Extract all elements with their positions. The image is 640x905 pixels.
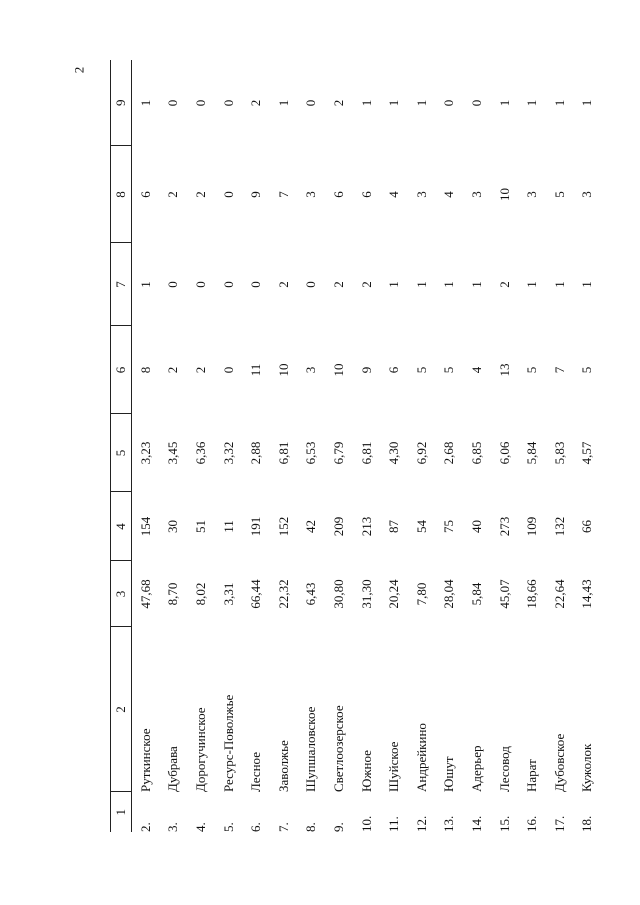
data-table (110, 60, 601, 832)
table-row (187, 60, 215, 832)
row-number-cell: 10. (358, 815, 374, 832)
value-cell: 5 (551, 191, 567, 198)
table-row (518, 60, 546, 832)
value-cell: 5,83 (551, 441, 567, 465)
value-cell: 2 (248, 99, 264, 107)
value-cell: 4 (386, 191, 402, 198)
value-cell: 209 (330, 516, 346, 537)
value-cell: 31,30 (358, 579, 374, 609)
name-cell: Руткинское (137, 728, 153, 792)
value-cell: 3,32 (220, 441, 236, 465)
row-number-cell: 9. (330, 822, 346, 832)
value-cell: 8,02 (192, 582, 208, 606)
value-cell: 154 (137, 516, 153, 537)
name-cell: Юшут (441, 756, 457, 792)
value-cell: 87 (386, 520, 402, 533)
value-cell: 1 (524, 99, 540, 107)
row-number-cell: 11. (386, 816, 402, 832)
value-cell: 1 (275, 99, 291, 107)
name-cell: Дубрава (165, 746, 181, 792)
value-cell: 0 (165, 99, 181, 107)
table-row (380, 60, 408, 832)
name-cell: Нарат (524, 759, 540, 792)
value-cell: 6 (358, 191, 374, 198)
value-cell: 273 (496, 516, 512, 537)
name-cell: Южное (358, 750, 374, 792)
table-row (546, 60, 574, 832)
value-cell: 22,64 (551, 579, 567, 609)
value-cell: 13 (496, 363, 512, 377)
value-cell: 5,84 (468, 582, 484, 606)
value-cell: 3 (468, 191, 484, 198)
value-cell: 9 (358, 366, 374, 374)
table-row (325, 60, 353, 832)
name-cell: Андрейкино (413, 723, 429, 792)
row-number-cell: 15. (496, 815, 512, 832)
header-row (111, 60, 132, 832)
value-cell: 2 (496, 281, 512, 288)
table-row (574, 60, 602, 832)
value-cell: 1 (441, 281, 457, 288)
value-cell: 3 (303, 366, 319, 374)
column-header: 2 (111, 627, 132, 792)
value-cell: 22,32 (275, 579, 291, 609)
value-cell: 132 (551, 516, 567, 537)
table-row (463, 60, 491, 832)
value-cell: 2 (275, 281, 291, 288)
name-cell: Шупшаловское (303, 706, 319, 792)
value-cell: 3,23 (137, 441, 153, 465)
table-row (491, 60, 519, 832)
value-cell: 47,68 (137, 579, 153, 609)
value-cell: 7,80 (413, 582, 429, 606)
row-number-cell: 12. (413, 815, 429, 832)
value-cell: 152 (275, 516, 291, 537)
value-cell: 51 (192, 520, 208, 533)
name-cell: Дубовское (551, 733, 567, 792)
value-cell: 7 (551, 366, 567, 374)
row-number-cell: 17. (551, 815, 567, 832)
value-cell: 0 (165, 281, 181, 288)
table-body (132, 60, 602, 832)
value-cell: 2 (192, 366, 208, 374)
value-cell: 1 (468, 281, 484, 288)
value-cell: 0 (220, 281, 236, 288)
value-cell: 6,81 (275, 441, 291, 465)
value-cell: 1 (579, 281, 595, 288)
value-cell: 2 (165, 191, 181, 198)
table-row (298, 60, 326, 832)
value-cell: 3,31 (220, 582, 236, 606)
value-cell: 1 (579, 99, 595, 107)
value-cell: 14,43 (579, 579, 595, 609)
value-cell: 8 (137, 366, 153, 374)
page-number: 2 (71, 66, 87, 74)
value-cell: 2 (358, 281, 374, 288)
value-cell: 1 (524, 281, 540, 288)
value-cell: 213 (358, 516, 374, 537)
value-cell: 3 (413, 191, 429, 198)
value-cell: 0 (468, 99, 484, 107)
name-cell: Адерьер (468, 745, 484, 792)
value-cell: 42 (303, 520, 319, 533)
value-cell: 0 (303, 281, 319, 288)
value-cell: 11 (248, 363, 264, 377)
value-cell: 66 (579, 520, 595, 533)
value-cell: 10 (330, 363, 346, 377)
row-number-cell: 13. (441, 815, 457, 832)
value-cell: 1 (358, 99, 374, 107)
row-number-cell: 4. (192, 822, 208, 832)
name-cell: Ресурс-Поволжье (220, 694, 236, 792)
value-cell: 2 (192, 191, 208, 198)
value-cell: 5 (441, 366, 457, 374)
value-cell: 6 (330, 191, 346, 198)
value-cell: 0 (192, 99, 208, 107)
column-header: 6 (111, 326, 132, 414)
value-cell: 4 (468, 366, 484, 374)
value-cell: 45,07 (496, 579, 512, 609)
value-cell: 30 (165, 520, 181, 533)
name-cell: Дорогучинское (192, 707, 208, 792)
value-cell: 40 (468, 520, 484, 533)
value-cell: 6,79 (330, 441, 346, 465)
name-cell: Заволжье (275, 740, 291, 792)
value-cell: 1 (413, 99, 429, 107)
value-cell: 1 (551, 99, 567, 107)
rotated-table-container (110, 60, 638, 832)
value-cell: 2,68 (441, 441, 457, 465)
value-cell: 6 (137, 191, 153, 198)
name-cell: Светлоозерское (330, 705, 346, 792)
value-cell: 66,44 (248, 579, 264, 609)
value-cell: 3 (303, 191, 319, 198)
value-cell: 6,53 (303, 441, 319, 465)
value-cell: 8,70 (165, 582, 181, 606)
value-cell: 6,43 (303, 582, 319, 606)
value-cell: 7 (275, 191, 291, 198)
column-header: 8 (111, 146, 132, 243)
row-number-cell: 18. (579, 815, 595, 832)
value-cell: 1 (137, 281, 153, 288)
table-row (160, 60, 188, 832)
value-cell: 6,85 (468, 441, 484, 465)
value-cell: 1 (413, 281, 429, 288)
value-cell: 5,84 (524, 441, 540, 465)
row-number-cell: 2. (137, 822, 153, 832)
value-cell: 4,57 (579, 441, 595, 465)
value-cell: 2 (330, 99, 346, 107)
value-cell: 0 (192, 281, 208, 288)
row-number-cell: 5. (220, 822, 236, 832)
value-cell: 109 (524, 516, 540, 537)
value-cell: 18,66 (524, 579, 540, 609)
name-cell: Лесное (248, 752, 264, 792)
value-cell: 75 (441, 520, 457, 533)
value-cell: 6 (386, 366, 402, 374)
column-header: 1 (111, 792, 132, 832)
value-cell: 10 (496, 188, 512, 201)
name-cell: Шуйское (386, 741, 402, 792)
table-row (353, 60, 381, 832)
value-cell: 2,88 (248, 441, 264, 465)
value-cell: 2 (165, 366, 181, 374)
table-row (408, 60, 436, 832)
value-cell: 30,80 (330, 579, 346, 609)
value-cell: 0 (248, 281, 264, 288)
value-cell: 5 (524, 366, 540, 374)
value-cell: 191 (248, 516, 264, 537)
value-cell: 0 (441, 99, 457, 107)
value-cell: 3 (579, 191, 595, 198)
value-cell: 0 (220, 191, 236, 198)
value-cell: 20,24 (386, 579, 402, 609)
row-number-cell: 7. (275, 822, 291, 832)
value-cell: 10 (275, 363, 291, 377)
value-cell: 6,81 (358, 441, 374, 465)
row-number-cell: 3. (165, 822, 181, 832)
name-cell: Кужолок (579, 743, 595, 792)
value-cell: 1 (496, 99, 512, 107)
column-header: 9 (111, 60, 132, 146)
value-cell: 4 (441, 191, 457, 198)
table-row (242, 60, 270, 832)
column-header: 5 (111, 414, 132, 492)
value-cell: 5 (413, 366, 429, 374)
column-header: 3 (111, 561, 132, 627)
value-cell: 3 (524, 191, 540, 198)
row-number-cell: 8. (303, 822, 319, 832)
value-cell: 28,04 (441, 579, 457, 609)
value-cell: 9 (248, 191, 264, 198)
value-cell: 1 (386, 99, 402, 107)
value-cell: 1 (386, 281, 402, 288)
value-cell: 6,36 (192, 441, 208, 465)
value-cell: 3,45 (165, 441, 181, 465)
value-cell: 5 (579, 366, 595, 374)
row-number-cell: 6. (248, 822, 264, 832)
value-cell: 0 (220, 366, 236, 374)
value-cell: 0 (303, 99, 319, 107)
table-row (270, 60, 298, 832)
value-cell: 2 (330, 281, 346, 288)
value-cell: 0 (220, 99, 236, 107)
value-cell: 1 (137, 99, 153, 107)
table-row (215, 60, 243, 832)
value-cell: 1 (551, 281, 567, 288)
table-row (132, 60, 160, 832)
row-number-cell: 16. (524, 815, 540, 832)
value-cell: 6,92 (413, 441, 429, 465)
row-number-cell: 14. (468, 815, 484, 832)
value-cell: 4,30 (386, 441, 402, 465)
value-cell: 54 (413, 520, 429, 533)
name-cell: Лесовод (496, 746, 512, 792)
value-cell: 11 (220, 520, 236, 533)
column-header: 7 (111, 243, 132, 326)
value-cell: 6,06 (496, 441, 512, 465)
column-header: 4 (111, 492, 132, 561)
table-row (436, 60, 464, 832)
